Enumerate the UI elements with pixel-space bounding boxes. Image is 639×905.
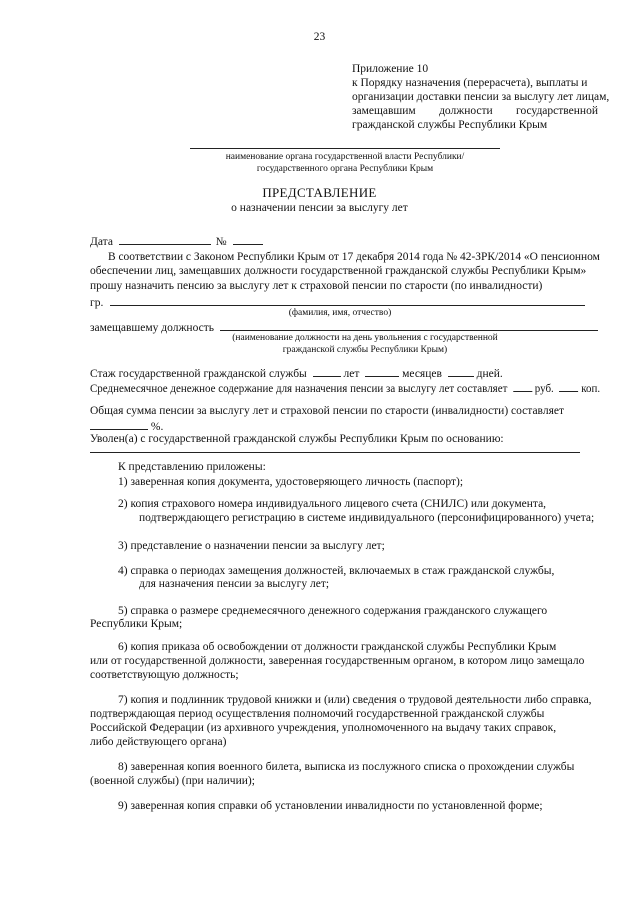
attachment-item-8-line-1: 8) заверенная копия военного билета, выписка из послужного списка о прохождении службы [118,761,575,773]
salary-rub-field[interactable] [513,381,532,392]
appendix-line-3 [352,104,598,118]
attachment-item-7-line-4: либо действующего органа) [90,736,227,748]
number-label: № [215,236,227,248]
document-subtitle: о назначении пенсии за выслугу лет [231,202,408,214]
total-line-1: Общая сумма пенсии за выслугу лет и страховой пенсии по старости (инвалидности) составляет [90,405,564,417]
salary-kop-label: коп. [581,383,601,395]
appendix-header [352,62,610,132]
position-label: замещавшему должность [90,322,214,334]
citizen-name-field[interactable] [110,295,585,306]
intro-line-3: прошу назначить пенсию за выслугу лет к страховой пенсии по старости (по инвалидности) [90,280,543,292]
service-years-field[interactable] [313,366,341,377]
attachment-item-5-line-1: 5) справка о размере среднемесячного денежного содержания гражданского служащего [118,605,548,617]
dismissal-reason-line[interactable] [90,452,580,453]
salary-kop-field[interactable] [559,381,578,392]
service-days-field[interactable] [448,366,474,377]
position-caption-1: (наименование должности на день увольнения с государственной [232,333,498,343]
salary-rub-label: руб. [534,383,554,395]
appendix-line-1: к Порядку назначения (перерасчета), выплаты и [352,77,588,89]
attachment-item-6-line-1: 6) копия приказа об освобождении от должности гражданской службы Республики Крым [118,641,557,653]
attachment-item-7-line-1: 7) копия и подлинник трудовой книжки и (или) сведения о трудовой деятельности либо справка, [118,694,592,706]
attachments-title: К представлению приложены: [118,461,266,473]
appendix-word-c: государственной [516,105,598,117]
appendix-title: Приложение 10 [352,63,429,75]
attachment-item-9: 9) заверенная копия справки об установлении инвалидности по установленной форме; [118,800,543,812]
service-days-label: дней. [476,368,503,380]
dismissed-line: Уволен(а) с государственной гражданской службы Республики Крым по основанию: [90,433,504,445]
service-row [90,366,503,380]
appendix-line-2: организации доставки пенсии за выслугу лет лицам, [352,91,610,103]
service-months-field[interactable] [365,366,399,377]
attachment-item-2-line-2: подтверждающего регистрацию в системе индивидуального (персонифицированного) учета; [139,512,595,524]
salary-row [90,381,600,395]
intro-line-2: обеспечении лиц, замещавших должности государственной гражданской службы Республики Крым» [90,265,587,277]
attachment-item-1: 1) заверенная копия документа, удостоверяющего личность (паспорт); [118,476,464,488]
authority-caption-2: государственного органа Республики Крым [256,164,434,174]
attachment-item-6-line-2: или от государственной должности, заверенная государственным органом, в котором лицо замещало [90,655,585,667]
appendix-word-a: замещавшим [352,105,416,117]
attachment-item-7-line-3: Российской Федерации (из архивного учреждения, уполномоченного на выдачу таких справок, [90,722,557,734]
citizen-caption: (фамилия, имя, отчество) [288,308,392,318]
intro-line-1: В соответствии с Законом Республики Крым от 17 декабря 2014 года № 42-ЗРК/2014 «О пенсионном [108,251,600,263]
date-field[interactable] [119,234,211,245]
attachment-item-8-line-2: (военной службы) (при наличии); [90,775,255,787]
attachment-item-2-line-1: 2) копия страхового номера индивидуального лицевого счета (СНИЛС) или документа, [118,498,547,510]
position-row [90,320,598,334]
citizen-label: гр. [90,297,104,309]
position-field[interactable] [220,320,598,331]
attachment-item-5-line-2: Республики Крым; [90,618,183,630]
page-number: 23 [313,31,326,43]
attachment-item-4-line-2: для назначения пенсии за выслугу лет; [139,578,330,590]
date-row [90,234,263,248]
attachment-item-4-line-1: 4) справка о периодах замещения должностей, включаемых в стаж гражданской службы, [118,565,555,577]
attachment-item-7-line-2: подтверждающая период осуществления полномочий государственной гражданской службы [90,708,545,720]
service-label: Стаж государственной гражданской службы [90,368,307,380]
total-line-2 [90,419,163,433]
authority-line [190,148,500,149]
date-label: Дата [90,236,113,248]
document-title: ПРЕДСТАВЛЕНИЕ [262,185,377,200]
salary-label: Среднемесячное денежное содержание для назначения пенсии за выслугу лет составляет [90,383,508,395]
citizen-row [90,295,585,309]
number-field[interactable] [233,234,263,245]
attachment-item-6-line-3: соответствующую должность; [90,669,239,681]
attachment-item-3: 3) представление о назначении пенсии за выслугу лет; [118,540,385,552]
total-percent-label: %. [150,421,164,433]
service-months-label: месяцев [402,368,442,380]
position-caption-2: гражданской службы Республики Крым) [282,345,448,355]
appendix-line-4: гражданской службы Республики Крым [352,119,548,131]
service-years-label: лет [343,368,360,380]
authority-caption-1: наименование органа государственной власти Республики/ [225,152,465,162]
appendix-word-b: должности [439,105,493,117]
total-percent-field[interactable] [90,419,148,430]
